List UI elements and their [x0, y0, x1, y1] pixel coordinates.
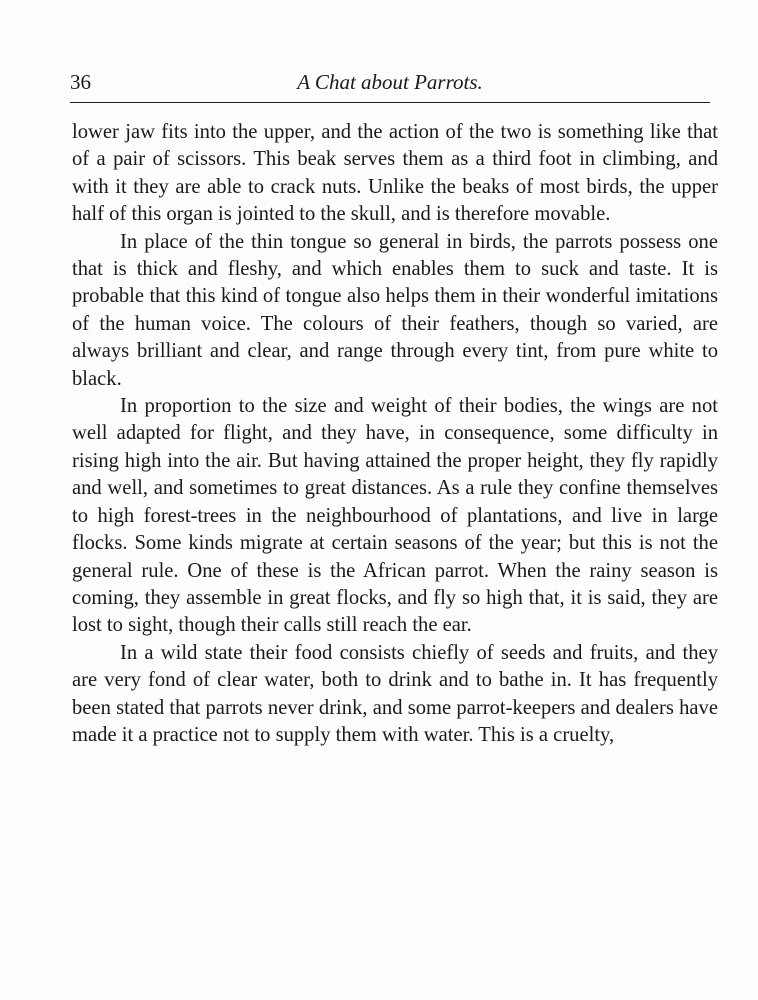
- body-text: [72, 119, 718, 749]
- paragraph-continued: lower jaw fits into the upper, and the action of the two is something like that of a pair of scissors. This beak serves them as a third foot in climbing, and with it they are able to crack nuts. Unlike the beaks of most birds, the upper half of this organ is jointed to the skull, and is therefore movable.: [72, 121, 718, 226]
- paragraph-tongue: In place of the thin tongue so general in birds, the parrots possess one that is thick and fleshy, and which enables them to suck and taste. It is probable that this kind of tongue also helps them in their wonderful imitations of the human voice. The colours of their feathers, though so varied, are always brilliant and clear, and range through every tint, from pure white to black.: [72, 230, 718, 390]
- page-number: 36: [70, 70, 91, 94]
- header-rule: [70, 102, 710, 103]
- running-title: A Chat about Parrots.: [297, 70, 483, 94]
- page-header: [70, 66, 710, 102]
- paragraph-food: In a wild state their food consists chiefly of seeds and fruits, and they are very fond of clear water, both to drink and to bathe in. It has frequently been stated that parrots never drink, and some parrot-keepers and dealers have made it a practice not to supply them with water. This is a cruelty,: [72, 641, 718, 746]
- paragraph-flight: In proportion to the size and weight of their bodies, the wings are not well adapted for flight, and they have, in consequence, some difficulty in rising high into the air. But having attained the proper height, they fly rapidly and well, and sometimes to great distances. As a rule they confine themselves to high forest-trees in the neighbourhood of plantations, and live in large flocks. Some kinds migrate at certain seasons of the year; but this is not the general rule. One of these is the African parrot. When the rainy season is coming, they assemble in great flocks, and fly so high that, it is said, they are lost to sight, though their calls still reach the ear.: [72, 395, 718, 637]
